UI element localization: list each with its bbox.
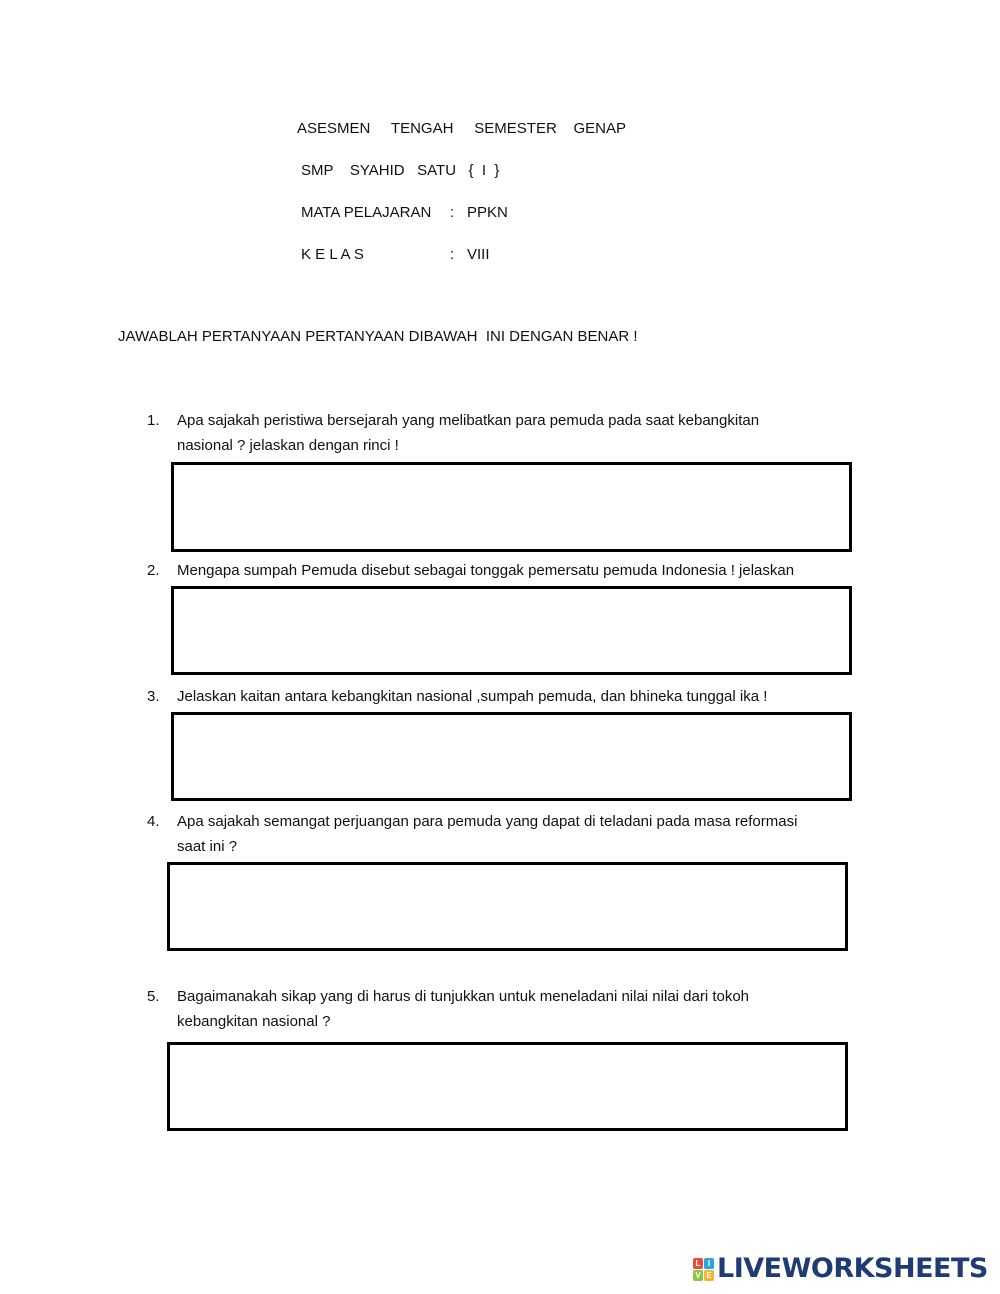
answer-box-5[interactable] (167, 1042, 848, 1131)
logo-mark-icon (693, 1258, 714, 1281)
question-2-number: 2. (147, 562, 160, 579)
question-4-text: Apa sajakah semangat perjuangan para pemuda yang dapat di teladani pada masa reformasi saat ini ? (177, 813, 798, 855)
answer-box-4[interactable] (167, 862, 848, 951)
class-label: K E L A S (301, 246, 364, 263)
answer-box-3[interactable] (171, 712, 852, 801)
subject-value: PPKN (467, 204, 508, 221)
question-3-text: Jelaskan kaitan antara kebangkitan nasional ,sumpah pemuda, dan bhineka tunggal ika ! (177, 688, 768, 705)
school-name: SMP SYAHID SATU { I } (301, 162, 500, 179)
question-1-number: 1. (147, 412, 160, 429)
answer-box-1[interactable] (171, 462, 852, 552)
subject-colon: : (450, 204, 455, 221)
class-value: VIII (467, 246, 490, 263)
logo-mark-letter-l: L (693, 1258, 703, 1269)
question-1-text: Apa sajakah peristiwa bersejarah yang melibatkan para pemuda pada saat kebangkitan nasional ? jelaskan dengan rinci ! (177, 412, 760, 454)
liveworksheets-logo (693, 1253, 988, 1285)
logo-mark-letter-i: I (704, 1258, 714, 1269)
instruction-text: JAWABLAH PERTANYAAN PERTANYAAN DIBAWAH INI DENGAN BENAR ! (118, 328, 638, 345)
question-3-number: 3. (147, 688, 160, 705)
logo-text: LIVEWORKSHEETS (717, 1253, 988, 1284)
subject-label: MATA PELAJARAN (301, 204, 432, 221)
question-5-text: Bagaimanakah sikap yang di harus di tunjukkan untuk meneladani nilai nilai dari tokoh kebangkitan nasional ? (177, 988, 750, 1030)
question-2-text: Mengapa sumpah Pemuda disebut sebagai tonggak pemersatu pemuda Indonesia ! jelaskan (177, 562, 795, 579)
logo-mark-letter-e: E (704, 1270, 714, 1281)
exam-title: ASESMEN TENGAH SEMESTER GENAP (297, 120, 626, 137)
question-4-number: 4. (147, 813, 160, 830)
answer-box-2[interactable] (171, 586, 852, 675)
question-5-number: 5. (147, 988, 160, 1005)
logo-mark-letter-v: V (693, 1270, 703, 1281)
class-colon: : (450, 246, 455, 263)
